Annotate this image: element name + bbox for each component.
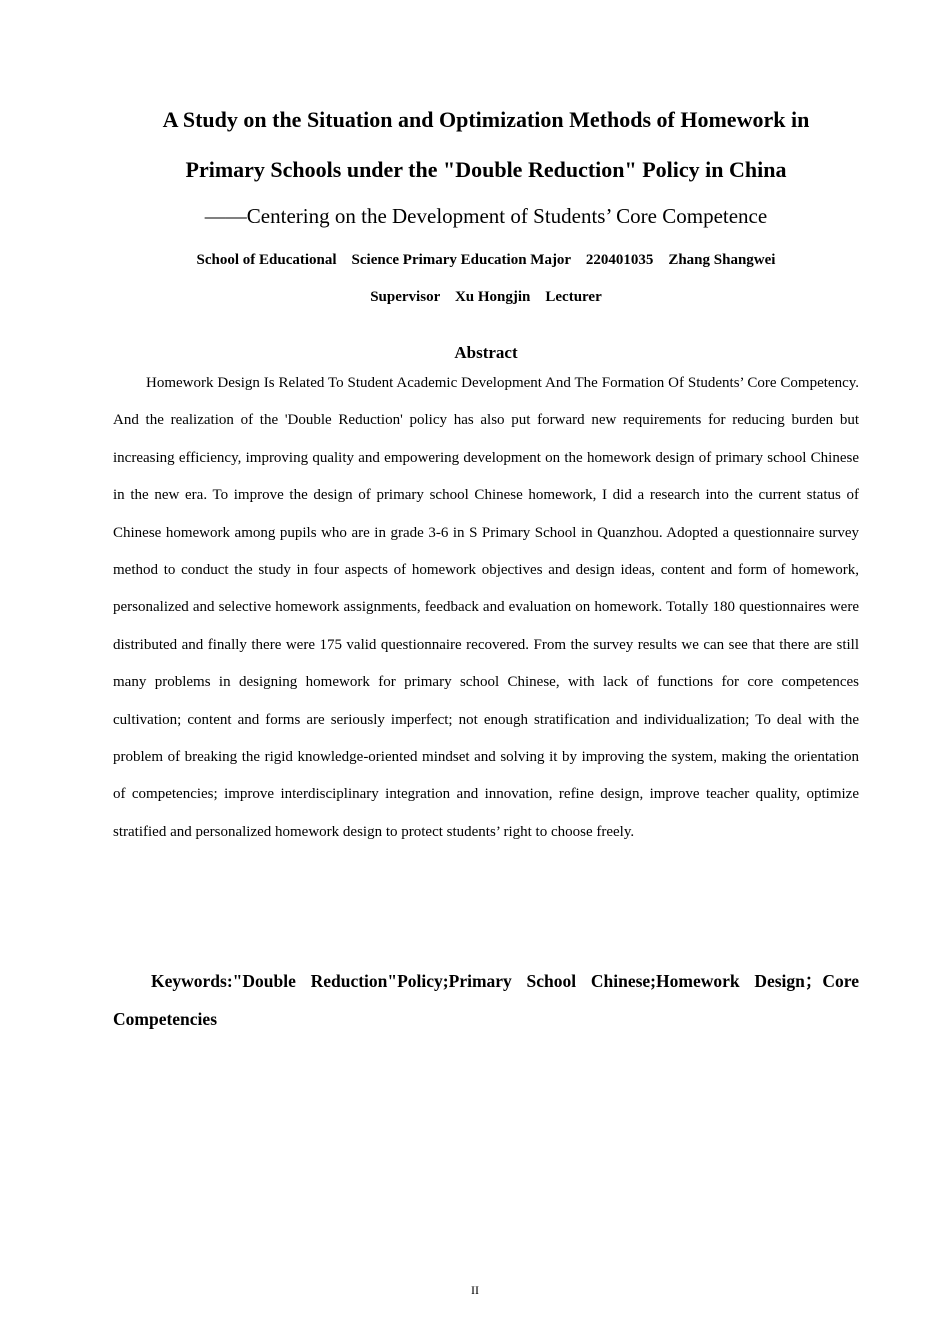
subtitle: ——Centering on the Development of Students’ Core Competence xyxy=(204,204,768,228)
title-line-2: Primary Schools under the "Double Reduction" Policy in China xyxy=(185,157,787,182)
supervisor-info: Supervisor Xu Hongjin Lecturer xyxy=(370,289,602,305)
abstract-body: Homework Design Is Related To Student Academic Development And The Formation Of Students’ Core Competency. And the realization of the 'Double Reduction' policy has also put forward new requirements for reducing burden but increasing efficiency, improving quality and empowering development on the homework design of primary school Chinese in the new era. To improve the design of primary school Chinese homework, I did a research into the current status of Chinese homework among pupils who are in grade 3-6 in S Primary School in Quanzhou. Adopted a questionnaire survey method to conduct the study in four aspects of homework objectives and design ideas, content and form of homework, personalized and selective homework assignments, feedback and evaluation on homework. Totally 180 questionnaires were distributed and finally there were 175 valid questionnaire recovered. From the survey results we can see that there are still many problems in designing homework for primary school Chinese, with lack of functions for core competences cultivation; content and forms are seriously imperfect; not enough stratification and individualization; To deal with the problem of breaking the rigid knowledge-oriented mindset and solving it by improving the system, making the orientation of competencies; improve interdisciplinary integration and innovation, refine design, improve teacher quality, optimize stratified and personalized homework design to protect students’ right to choose freely. xyxy=(113,375,859,840)
author-info: School of Educational Science Primary Education Major 220401035 Zhang Shangwei xyxy=(196,252,776,268)
title-line-1: A Study on the Situation and Optimization Methods of Homework in xyxy=(162,107,810,132)
abstract-heading: Abstract xyxy=(454,343,518,362)
keywords: Keywords:"Double Reduction"Policy;Primary School Chinese;Homework Design；Core Competencies xyxy=(113,971,859,1029)
page-title xyxy=(113,95,859,195)
page-number: II xyxy=(471,1283,479,1297)
